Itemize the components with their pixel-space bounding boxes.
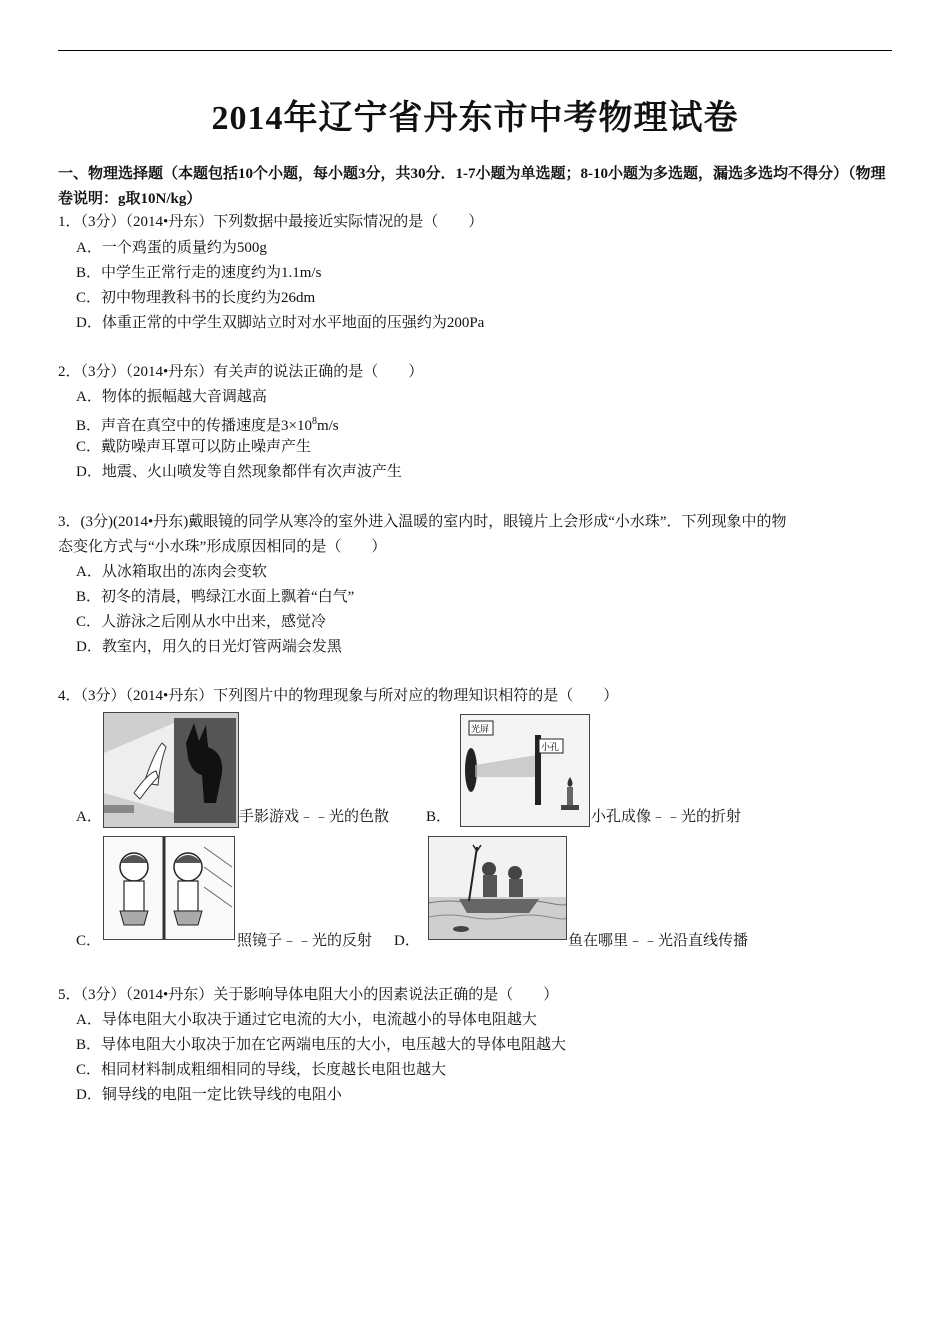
q5-option-b: B．导体电阻大小取决于加在它两端电压的大小，电压越大的导体电阻越大: [76, 1037, 567, 1053]
q1-stem: 1．（3分）（2014•丹东）下列数据中最接近实际情况的是（ ）: [58, 214, 484, 230]
hand-shadow-image: [103, 712, 239, 828]
q5-option-a: A．导体电阻大小取决于通过它电流的大小，电流越小的导体电阻越大: [76, 1012, 537, 1028]
fishing-image: [428, 836, 567, 940]
q4-option-b-caption: 小孔成像﹣﹣光的折射: [591, 809, 742, 825]
q5-option-c: C．相同材料制成粗细相同的导线，长度越长电阻也越大: [76, 1062, 447, 1078]
q4-option-b-label: B．: [426, 809, 452, 825]
q2-stem: 2．（3分）（2014•丹东）有关声的说法正确的是（ ）: [58, 364, 424, 380]
page-title: 2014年辽宁省丹东市中考物理试卷: [211, 100, 739, 137]
q2-option-c: C．戴防噪声耳罩可以防止噪声产生: [76, 439, 312, 455]
q2-option-b-unit: m/s: [316, 418, 339, 434]
pinhole-hole-label: 小孔: [541, 743, 560, 753]
pinhole-image: [460, 714, 590, 827]
q1-option-c: C．初中物理教科书的长度约为26dm: [76, 290, 316, 306]
q4-stem: 4．（3分）（2014•丹东）下列图片中的物理现象与所对应的物理知识相符的是（ ）: [58, 688, 619, 704]
q4-option-d-label: D．: [394, 933, 420, 949]
q5-stem: 5．（3分）（2014•丹东）关于影响导体电阻大小的因素说法正确的是（ ）: [58, 987, 559, 1003]
q3-option-d: D．教室内，用久的日光灯管两端会发黑: [76, 639, 342, 655]
q4-option-a-caption: 手影游戏﹣﹣光的色散: [239, 809, 390, 825]
section-heading: 一、物理选择题（本题包括10个小题，每小题3分，共30分．1-7小题为单选题；8-10小题为多选题，漏选多选均不得分）（物理卷说明：g取10N/kg）: [58, 166, 886, 207]
q3-option-a: A．从冰箱取出的冻肉会变软: [76, 564, 267, 580]
q4-option-c-label: C．: [76, 933, 102, 949]
q2-option-d: D．地震、火山喷发等自然现象都伴有次声波产生: [76, 464, 402, 480]
q4-option-d-caption: 鱼在哪里﹣﹣光沿直线传播: [568, 933, 749, 949]
q2-option-a: A．物体的振幅越大音调越高: [76, 389, 267, 405]
q5-option-d: D．铜导线的电阻一定比铁导线的电阻小: [76, 1087, 342, 1103]
q1-option-a: A．一个鸡蛋的质量约为500g: [76, 240, 267, 256]
q2-option-b: [76, 412, 339, 436]
q1-option-d: D．体重正常的中学生双脚站立时对水平地面的压强约为200Pa: [76, 315, 485, 331]
q2-option-b-exponent: 8: [311, 416, 317, 427]
pinhole-screen-label: 光屏: [471, 725, 490, 735]
q2-option-b-text: B．声音在真空中的传播速度是3×10: [76, 418, 312, 434]
q4-option-c-caption: 照镜子﹣﹣光的反射: [237, 933, 373, 949]
q3-stem-line2: 态变化方式与“小水珠”形成原因相同的是（ ）: [58, 539, 387, 555]
q1-option-b: B．中学生正常行走的速度约为1.1m/s: [76, 265, 322, 281]
mirror-image: [103, 836, 235, 940]
q3-stem-line1: 3．(3分)(2014•丹东)戴眼镜的同学从寒冷的室外进入温暖的室内时，眼镜片上会形成“小水珠”．下列现象中的物: [58, 514, 787, 530]
q3-option-b: B．初冬的清晨，鸭绿江水面上飘着“白气”: [76, 589, 355, 605]
top-rule: [58, 50, 892, 51]
q4-option-a-label: A．: [76, 809, 102, 825]
q3-option-c: C．人游泳之后刚从水中出来，感觉冷: [76, 614, 327, 630]
